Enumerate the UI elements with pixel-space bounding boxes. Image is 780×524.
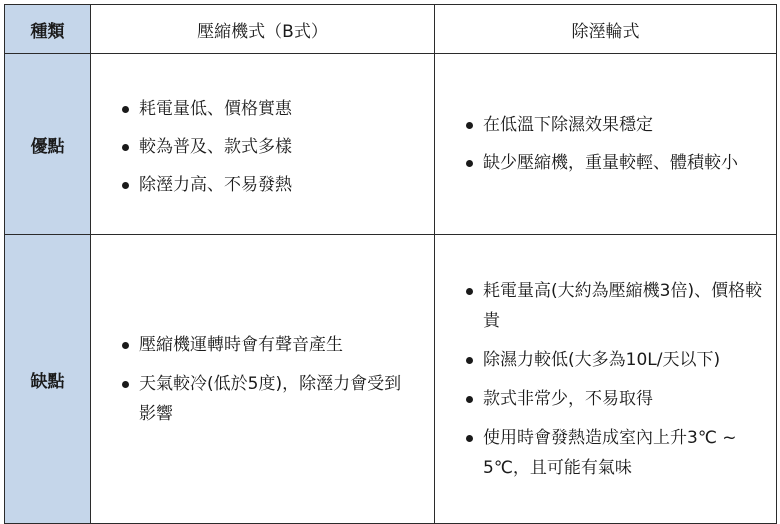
list-item: 耗電量高(大約為壓縮機3倍)、價格較貴: [483, 276, 766, 336]
comparison-table: [4, 4, 777, 524]
header-row: [5, 5, 777, 54]
cons-compressor-cell: [91, 235, 435, 524]
list-item: 除溼力高、不易發熱: [139, 170, 416, 200]
header-desiccant: 除溼輪式: [435, 5, 777, 54]
cons-row: [5, 235, 777, 524]
cons-desiccant-cell: [435, 235, 777, 524]
pros-row: [5, 54, 777, 235]
header-type: 種類: [5, 5, 91, 54]
list-item: 天氣較冷(低於5度)，除溼力會受到影響: [139, 369, 410, 429]
row-label-cons: 缺點: [5, 235, 91, 524]
pros-compressor-cell: [91, 54, 435, 235]
row-label-pros: 優點: [5, 54, 91, 235]
list-item: 壓縮機運轉時會有聲音產生: [139, 330, 410, 360]
list-item: 耗電量低、價格實惠: [139, 94, 416, 124]
list-item: 在低溫下除濕效果穩定: [483, 110, 756, 140]
list-item: 缺少壓縮機，重量較輕、體積較小: [483, 148, 756, 178]
list-item: 除濕力較低(大多為10L/天以下): [483, 345, 766, 375]
list-item: 較為普及、款式多樣: [139, 132, 416, 162]
list-item: 使用時會發熱造成室內上升3℃ ~ 5℃，且可能有氣味: [483, 423, 766, 483]
list-item: 款式非常少，不易取得: [483, 384, 766, 414]
pros-desiccant-cell: [435, 54, 777, 235]
header-compressor: 壓縮機式（B式）: [91, 5, 435, 54]
